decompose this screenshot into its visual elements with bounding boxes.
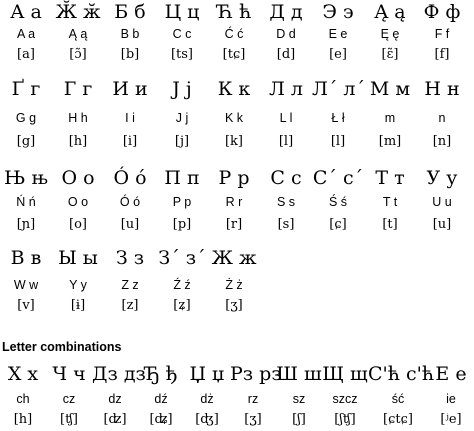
ipa-transcription: [ɨ] xyxy=(70,298,86,313)
latin-letter: Y y xyxy=(69,278,87,292)
cyrillic-letter: Ы ы xyxy=(58,247,98,269)
ipa-transcription: [s] xyxy=(277,217,295,232)
latin-letter: W w xyxy=(13,278,39,292)
ipa-transcription: [ɲ] xyxy=(16,217,36,232)
cyrillic-letter: Р р xyxy=(218,167,250,189)
ipa-transcription: [z] xyxy=(121,298,139,313)
ipa-transcription: [ʲe] xyxy=(440,412,462,427)
ipa-transcription: [v] xyxy=(17,298,35,313)
ipa-transcription: [u] xyxy=(120,217,140,232)
latin-letter: F f xyxy=(434,27,450,41)
latin-letter: cz xyxy=(62,392,76,406)
latin-letter: ść xyxy=(391,392,405,406)
latin-letter: E e xyxy=(328,27,348,41)
latin-letter: Ń ń xyxy=(16,195,36,209)
cyrillic-letter: З з xyxy=(115,247,145,269)
cyrillic-letter: Л´ л´ xyxy=(312,78,365,100)
cyrillic-letter: Ӂ ӂ xyxy=(55,1,101,23)
latin-letter: ie xyxy=(446,392,456,406)
latin-letter: dż xyxy=(200,392,214,406)
latin-letter: A a xyxy=(16,27,36,41)
latin-letter: Ł ł xyxy=(331,111,345,125)
ipa-transcription: [ʒ] xyxy=(225,298,243,313)
cyrillic-letter: Ą ą xyxy=(374,1,406,23)
ipa-transcription: [ʣ] xyxy=(103,412,127,427)
cyrillic-letter: У у xyxy=(426,167,458,189)
ipa-transcription: [ʃ] xyxy=(292,412,306,427)
ipa-transcription: [ɕtɕ] xyxy=(383,412,413,427)
latin-letter: Ź ź xyxy=(173,278,191,292)
cyrillic-letter: Л л xyxy=(269,78,303,100)
latin-letter: D d xyxy=(276,27,296,41)
ipa-transcription: [h] xyxy=(13,412,33,427)
latin-letter: P p xyxy=(172,195,192,209)
cyrillic-letter: П п xyxy=(164,167,200,189)
cyrillic-letter: З´ з´ xyxy=(158,247,206,269)
ipa-transcription: [j] xyxy=(174,134,190,149)
section-title-letter-combinations: Letter combinations xyxy=(2,340,122,354)
ipa-transcription: [ɕ] xyxy=(329,217,347,232)
ipa-transcription: [m] xyxy=(378,134,402,149)
ipa-transcription: [ʑ] xyxy=(173,298,191,313)
cyrillic-letter: Б б xyxy=(114,1,146,23)
ipa-transcription: [ts] xyxy=(170,47,194,62)
latin-letter: H h xyxy=(68,111,88,125)
cyrillic-letter: Ћ ћ xyxy=(216,1,252,23)
latin-letter: m xyxy=(384,111,396,125)
cyrillic-letter: Д д xyxy=(269,1,303,23)
ipa-transcription: [t] xyxy=(382,217,398,232)
cyrillic-letter: Э э xyxy=(322,1,354,23)
ipa-transcription: [ɛ̃] xyxy=(381,47,399,62)
cyrillic-letter: Н н xyxy=(424,78,460,100)
cyrillic-letter: Г г xyxy=(63,78,93,100)
ipa-transcription: [u] xyxy=(432,217,452,232)
latin-letter: Ś ś xyxy=(328,195,348,209)
cyrillic-letter: В в xyxy=(10,247,42,269)
cyrillic-letter: Дз дз xyxy=(92,363,146,385)
cyrillic-letter: Ґ г xyxy=(11,78,41,100)
cyrillic-letter: Щ щ xyxy=(322,363,368,385)
latin-letter: S s xyxy=(276,195,296,209)
latin-letter: L l xyxy=(279,111,293,125)
ipa-transcription: [r] xyxy=(225,217,243,232)
latin-letter: Ć ć xyxy=(224,27,244,41)
ipa-transcription: [a] xyxy=(17,47,35,62)
latin-letter: B b xyxy=(120,27,140,41)
latin-letter: I i xyxy=(125,111,135,125)
latin-letter: T t xyxy=(382,195,398,209)
ipa-transcription: [e] xyxy=(329,47,347,62)
latin-letter: dz xyxy=(108,392,122,406)
cyrillic-letter: Ч ч xyxy=(52,363,86,385)
ipa-transcription: [tɕ] xyxy=(222,47,246,62)
ipa-transcription: [l] xyxy=(330,134,346,149)
latin-letter: dź xyxy=(154,392,168,406)
latin-letter: n xyxy=(438,111,446,125)
ipa-transcription: [o] xyxy=(69,217,87,232)
cyrillic-letter: М м xyxy=(369,78,411,100)
ipa-transcription: [l] xyxy=(278,134,294,149)
cyrillic-letter: Ж ж xyxy=(211,247,257,269)
ipa-transcription: [g] xyxy=(16,134,36,149)
cyrillic-letter: Ф ф xyxy=(423,1,461,23)
cyrillic-letter: Њ њ xyxy=(4,167,48,189)
ipa-transcription: [ʤ] xyxy=(195,412,219,427)
ipa-transcription: [f] xyxy=(434,47,450,62)
latin-letter: O o xyxy=(67,195,89,209)
cyrillic-letter: Ш ш xyxy=(276,363,322,385)
cyrillic-letter: Т т xyxy=(375,167,405,189)
cyrillic-letter: Ó ó xyxy=(113,167,147,189)
latin-letter: U u xyxy=(432,195,452,209)
cyrillic-letter: С´ с´ xyxy=(312,167,364,189)
cyrillic-letter: К к xyxy=(217,78,251,100)
ipa-transcription: [p] xyxy=(172,217,192,232)
ipa-transcription: [h] xyxy=(68,134,88,149)
latin-letter: Ę ę xyxy=(380,27,400,41)
latin-letter: C c xyxy=(172,27,192,41)
latin-letter: Ó ó xyxy=(119,195,141,209)
cyrillic-letter: Рз рз xyxy=(230,363,282,385)
cyrillic-letter: А а xyxy=(10,1,42,23)
ipa-transcription: [n] xyxy=(432,134,452,149)
latin-letter: R r xyxy=(225,195,243,209)
ipa-transcription: [i] xyxy=(122,134,138,149)
ipa-transcription: [b] xyxy=(120,47,140,62)
latin-letter: Ż ż xyxy=(225,278,243,292)
cyrillic-letter: Е е xyxy=(435,363,467,385)
ipa-transcription: [k] xyxy=(224,134,244,149)
ipa-transcription: [ɔ̃] xyxy=(69,47,87,62)
latin-letter: Ą ą xyxy=(68,27,88,41)
latin-letter: K k xyxy=(224,111,244,125)
latin-letter: ch xyxy=(16,392,30,406)
cyrillic-letter: О о xyxy=(61,167,95,189)
cyrillic-letter: J j xyxy=(172,78,192,100)
ipa-transcription: [d] xyxy=(276,47,296,62)
latin-letter: G g xyxy=(15,111,37,125)
latin-letter: Z z xyxy=(121,278,139,292)
ipa-transcription: [ʥ] xyxy=(149,412,173,427)
cyrillic-letter: С'ћ с'ћ xyxy=(368,363,435,385)
ipa-transcription: [ʧ] xyxy=(60,412,78,427)
cyrillic-letter: Х х xyxy=(7,363,39,385)
cyrillic-letter: С с xyxy=(270,167,302,189)
cyrillic-letter: Ц ц xyxy=(164,1,200,23)
ipa-transcription: [ʃʧ] xyxy=(334,412,356,427)
cyrillic-letter: И и xyxy=(112,78,148,100)
cyrillic-letter: Ђ ђ xyxy=(144,363,178,385)
cyrillic-letter: Џ џ xyxy=(189,363,225,385)
latin-letter: J j xyxy=(175,111,189,125)
ipa-transcription: [ʒ] xyxy=(244,412,262,427)
latin-letter: rz xyxy=(247,392,259,406)
latin-letter: szcz xyxy=(332,392,358,406)
latin-letter: sz xyxy=(292,392,306,406)
